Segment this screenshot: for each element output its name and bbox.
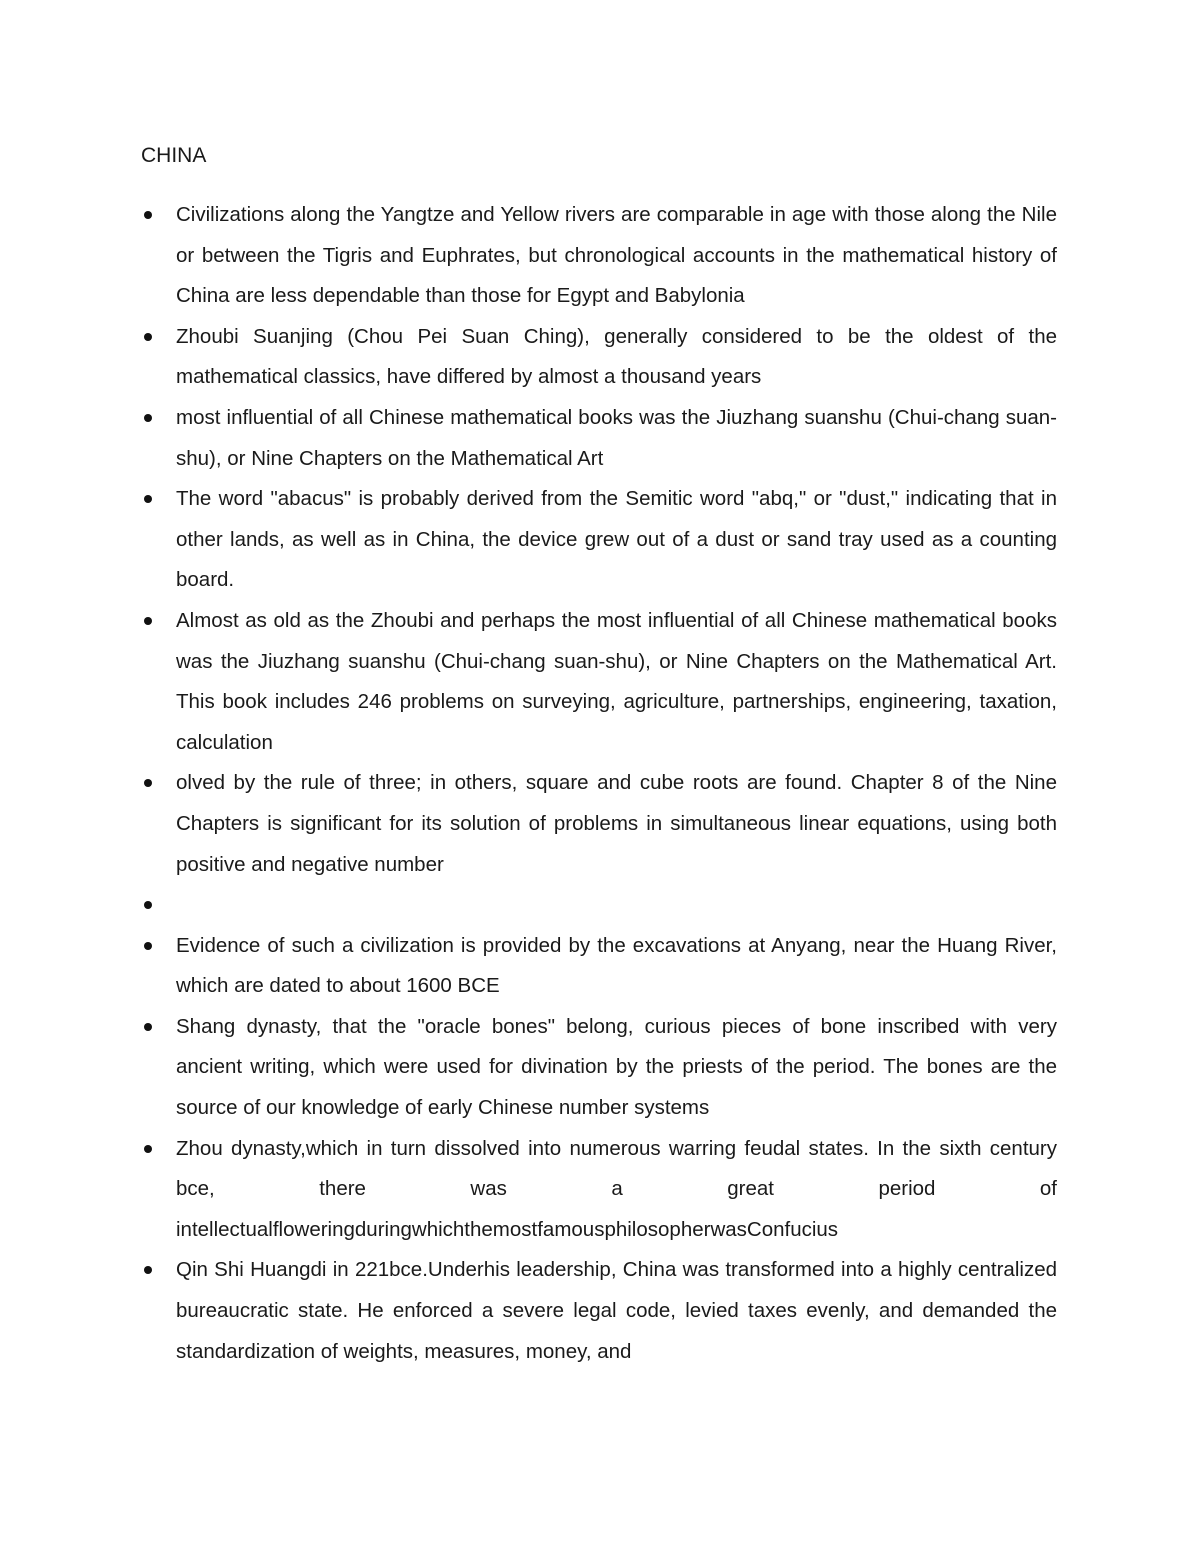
list-item-text: Zhou dynasty,which in turn dissolved into numerous warring feudal states. In the sixth century bce, there was a great period of intellectualfloweringduringwhichthemostfamousphilosopherwasConfucius xyxy=(176,1136,1057,1241)
list-item-text: Civilizations along the Yangtze and Yellow rivers are comparable in age with those along the Nile or between the Tigris and Euphrates, but chronological accounts in the mathematical history of China are less dependable than those for Egypt and Babylonia xyxy=(176,203,1057,308)
list-item-empty xyxy=(176,885,1057,926)
bullet-icon xyxy=(144,617,152,625)
list-item xyxy=(176,1129,1057,1251)
bullet-icon xyxy=(144,495,152,503)
bullet-icon xyxy=(144,211,152,219)
list-item xyxy=(176,601,1057,763)
bullet-icon xyxy=(144,414,152,422)
list-item-text: Shang dynasty, that the "oracle bones" belong, curious pieces of bone inscribed with very ancient writing, which were used for divination by the priests of the period. The bones are the source of our knowledge of early Chinese number systems xyxy=(176,1014,1057,1120)
list-item-text: olved by the rule of three; in others, square and cube roots are found. Chapter 8 of the Nine Chapters is significant for its solution of problems in simultaneous linear equations, using both positive and negative number xyxy=(176,771,1057,876)
page-title: CHINA xyxy=(141,144,207,167)
list-item xyxy=(176,763,1057,885)
list-item xyxy=(176,398,1057,479)
list-item-text: The word "abacus" is probably derived from the Semitic word "abq," or "dust," indicating that in other lands, as well as in China, the device grew out of a dust or sand tray used as a counting board. xyxy=(176,487,1057,592)
list-item-text: Qin Shi Huangdi in 221bce.Underhis leadership, China was transformed into a highly centralized bureaucratic state. He enforced a severe legal code, levied taxes evenly, and demanded the standardization of weights, measures, money, and xyxy=(176,1258,1057,1363)
bullet-icon xyxy=(144,901,152,909)
bullet-list xyxy=(176,195,1057,1372)
list-item xyxy=(176,479,1057,601)
list-item xyxy=(176,195,1057,317)
list-item-text: Evidence of such a civilization is provided by the excavations at Anyang, near the Huang River, which are dated to about 1600 BCE xyxy=(176,933,1057,998)
bullet-icon xyxy=(144,1266,152,1274)
list-item xyxy=(176,1250,1057,1372)
bullet-icon xyxy=(144,1023,152,1031)
bullet-icon xyxy=(144,1145,152,1153)
list-item xyxy=(176,317,1057,398)
bullet-icon xyxy=(144,942,152,950)
list-item-text: Zhoubi Suanjing (Chou Pei Suan Ching), generally considered to be the oldest of the mathematical classics, have differed by almost a thousand years xyxy=(176,324,1057,389)
list-item-text: Almost as old as the Zhoubi and perhaps the most influential of all Chinese mathematical books was the Jiuzhang suanshu (Chui-chang suan-shu), or Nine Chapters on the Mathematical Art. This book includes 246 problems on surveying, agriculture, partnerships, engineering, taxation, calculation xyxy=(176,608,1057,754)
bullet-icon xyxy=(144,333,152,341)
list-item xyxy=(176,926,1057,1007)
list-item xyxy=(176,1007,1057,1129)
list-item-text: most influential of all Chinese mathematical books was the Jiuzhang suanshu (Chui-chang suan-shu), or Nine Chapters on the Mathematical Art xyxy=(176,405,1057,470)
bullet-icon xyxy=(144,779,152,787)
